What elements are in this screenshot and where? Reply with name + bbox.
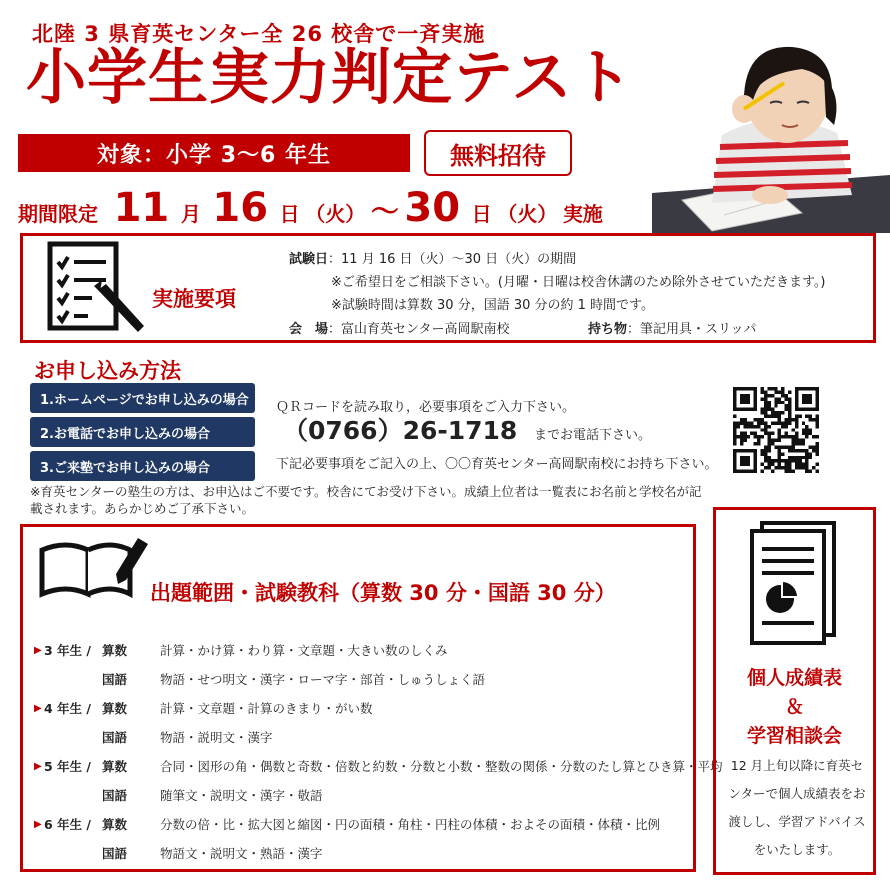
period-start-day: 16 <box>212 185 269 231</box>
subject-label: 算数 <box>102 759 128 774</box>
period-end-day-unit: 日 <box>471 202 492 226</box>
exam-date-line <box>289 248 576 267</box>
student-photo <box>652 25 890 233</box>
subject-label: 算数 <box>102 817 128 832</box>
grade-subject-row <box>34 641 448 659</box>
period-end-day: 30 <box>404 185 461 231</box>
grade-label: 6 年生 / <box>44 817 91 832</box>
period-start-month: 11 <box>113 185 170 231</box>
subject-content: 分数の倍・比・拡大図と縮図・円の面積・角柱・円柱の体積・およその面積・体積・比例 <box>160 817 661 832</box>
row-arrow-icon: ▶ <box>34 818 42 830</box>
subject-content: 物語・せつ明文・漢字・ローマ字・部首・しゅうしょく語 <box>160 672 486 687</box>
subject-label: 算数 <box>102 643 128 658</box>
apply-heading: お申し込み方法 <box>34 359 181 383</box>
subject-label: 算数 <box>102 701 128 716</box>
items-line <box>588 318 757 337</box>
row-arrow-icon: ▶ <box>34 644 42 656</box>
subject-label: 国語 <box>102 846 128 861</box>
period-line <box>18 185 603 231</box>
grade-subject-row <box>34 699 373 717</box>
grade-subject-row <box>34 844 323 862</box>
subject-label: 国語 <box>102 730 128 745</box>
subject-content: 物語・説明文・漢字 <box>160 730 273 745</box>
venue-line <box>289 318 510 337</box>
target-band: 対象：小学 3〜6 年生 <box>18 134 410 172</box>
report-title <box>713 664 876 751</box>
venue-text: ：富山育英センター高岡駅南校 <box>328 322 510 337</box>
exam-date-label: 試験日 <box>289 252 329 267</box>
items-text: ：筆記用具・スリッパ <box>627 322 757 337</box>
subject-content: 合同・図形の角・偶数と奇数・倍数と約数・分数と小数・整数の関係・分数のたし算とひき算・平均 <box>160 759 723 774</box>
period-suffix: 実施 <box>562 202 603 226</box>
grade-subject-row <box>34 815 660 833</box>
apply-note: ※育英センターの塾生の方は、お申込はご不要です。校舎にてお受け下さい。成績上位者は一覧表にお名前と学校名が記載されます。あらかじめご了承下さい。 <box>30 484 702 516</box>
grade-subject-row <box>34 757 723 775</box>
apply-web-text: ＱＲコードを読み取り，必要事項をご入力下さい。 <box>276 400 576 415</box>
period-start-dow: （火） <box>305 202 366 226</box>
apply-method-phone: 2.お電話でお申し込みの場合 <box>30 417 255 447</box>
free-badge: 無料招待 <box>424 130 572 176</box>
subject-content: 計算・かけ算・わり算・文章題・大きい数のしくみ <box>160 643 448 658</box>
range-heading: 出題範囲・試験教科（算数 30 分・国語 30 分） <box>150 581 616 605</box>
report-title-line-1: 個人成績表 <box>746 667 842 689</box>
grade-subject-row <box>34 728 273 746</box>
subject-content: 随筆文・説明文・漢字・敬語 <box>160 788 323 803</box>
apply-phone-text: までお電話下さい。 <box>534 428 652 443</box>
grade-subject-row <box>34 786 323 804</box>
page-title: 小学生実力判定テスト <box>26 43 634 113</box>
row-arrow-icon: ▶ <box>34 760 42 772</box>
period-end-dow: （火） <box>497 202 558 226</box>
apply-visit-text: 下記必要事項をご記入の上、〇〇育英センター高岡駅南校にお持ち下さい。 <box>276 457 718 472</box>
subject-content: 計算・文章題・計算のきまり・がい数 <box>160 701 373 716</box>
period-prefix: 期間限定 <box>18 202 98 226</box>
apply-method-visit: 3.ご来塾でお申し込みの場合 <box>30 451 255 481</box>
grade-label: 3 年生 / <box>44 643 91 658</box>
report-body: 12 月上旬以降に育英センターで個人成績表をお渡しし、学習アドバイスをいたします。 <box>728 758 866 857</box>
row-arrow-icon: ▶ <box>34 702 42 714</box>
apply-method-web: 1.ホームページでお申し込みの場合 <box>30 383 255 413</box>
info-note-2: ※試験時間は算数 30 分，国語 30 分の約 1 時間です。 <box>331 298 655 313</box>
exam-date-text: ：11 月 16 日（火）〜30 日（火）の期間 <box>328 252 577 267</box>
info-heading: 実施要項 <box>152 287 236 311</box>
top-line: 北陸 3 県育英センター全 26 校舎で一斉実施 <box>32 22 486 46</box>
subject-label: 国語 <box>102 788 128 803</box>
qr-code[interactable] <box>733 387 819 477</box>
period-tilde: 〜 <box>370 195 399 228</box>
grade-label: 4 年生 / <box>44 701 91 716</box>
grade-label: 5 年生 / <box>44 759 91 774</box>
items-label: 持ち物 <box>588 322 628 337</box>
subject-content: 物語文・説明文・熟語・漢字 <box>160 846 323 861</box>
venue-label: 会 場 <box>289 322 329 337</box>
book-icon <box>38 534 148 602</box>
phone-number: （0766）26-1718 <box>283 416 518 445</box>
report-document-icon <box>748 519 840 651</box>
grade-subject-row <box>34 670 485 688</box>
period-day-unit: 日 <box>279 202 300 226</box>
subject-label: 国語 <box>102 672 128 687</box>
info-note-1: ※ご希望日をご相談下さい。(月曜・日曜は校舎休講のため除外させていただきます。) <box>331 275 826 290</box>
checklist-icon <box>44 240 154 340</box>
report-title-line-2: ＆ <box>784 696 804 718</box>
report-title-line-3: 学習相談会 <box>746 725 842 747</box>
period-month-unit: 月 <box>180 202 201 226</box>
